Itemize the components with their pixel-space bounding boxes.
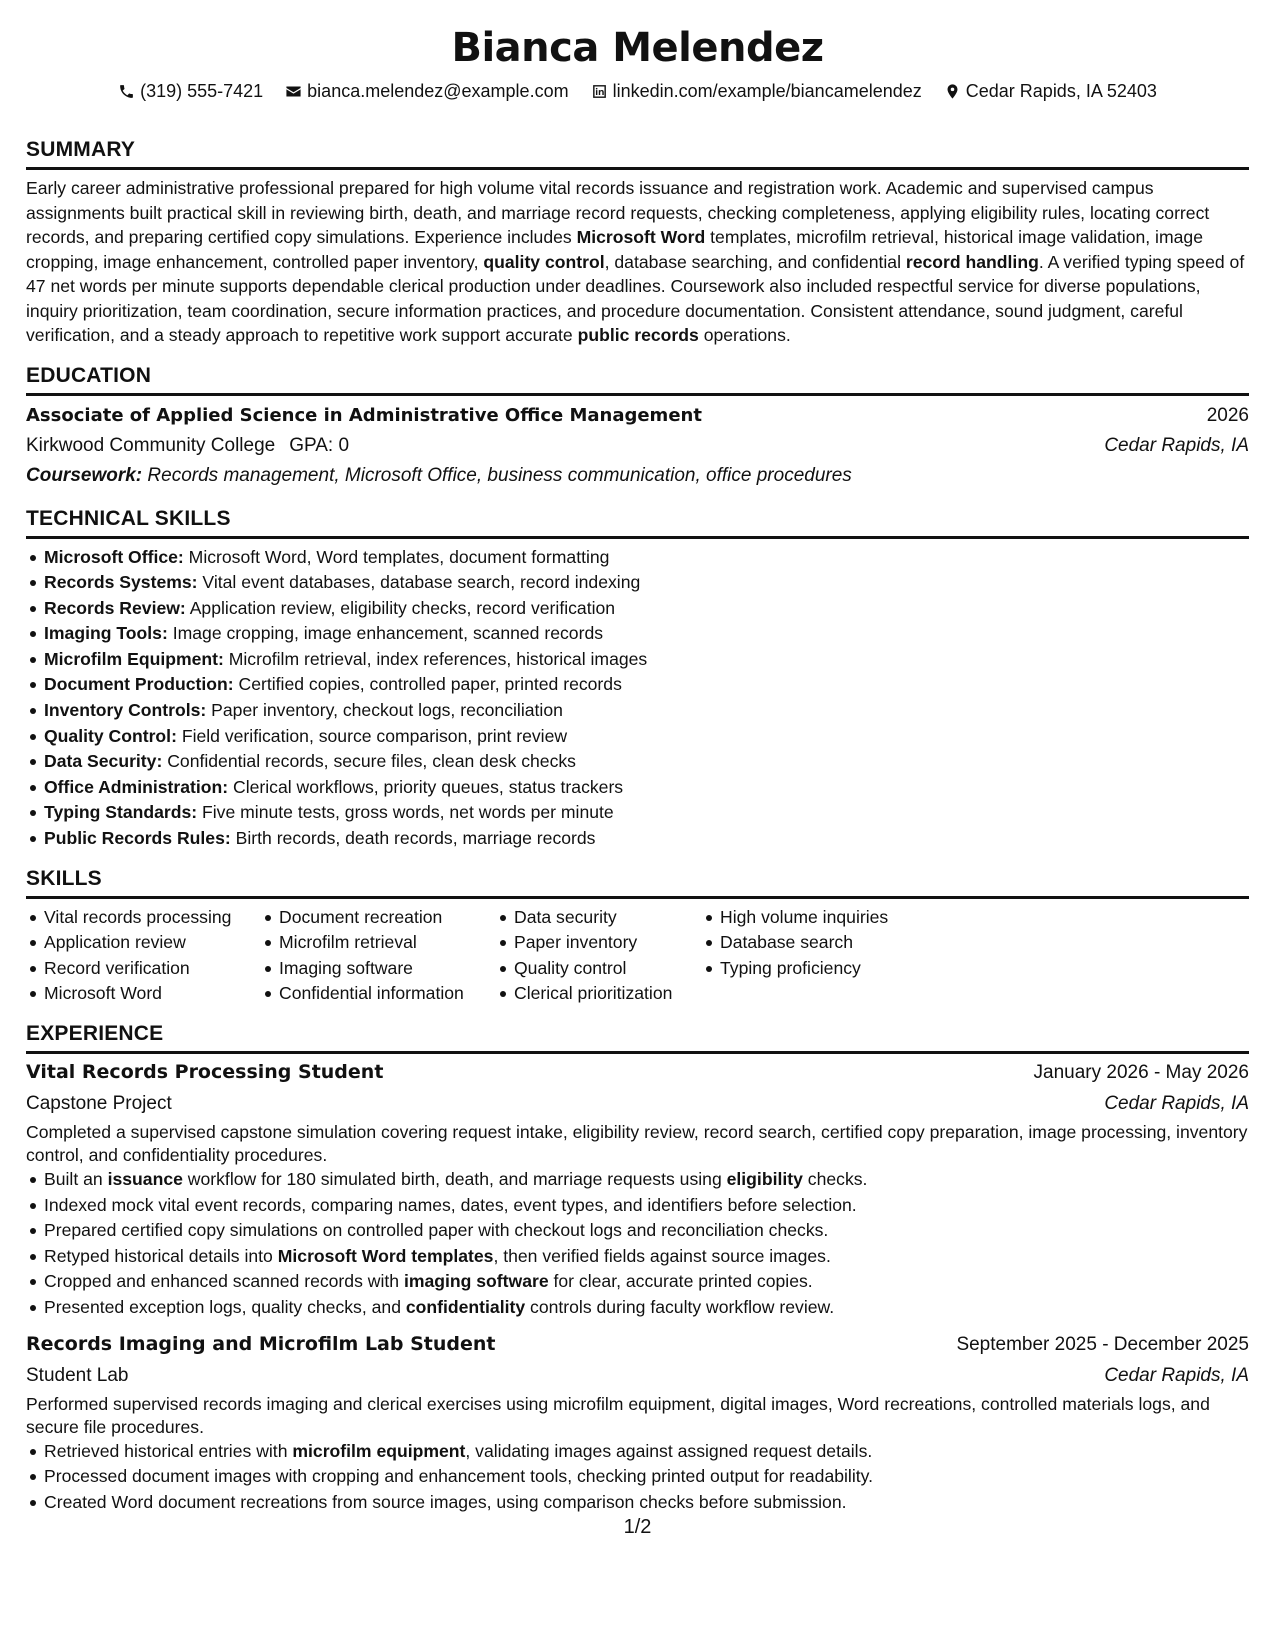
text-run: Created Word document recreations from source images, using comparison checks before submission. (44, 1491, 847, 1512)
skills-section (26, 865, 1249, 1007)
skill-item: Clerical prioritization (496, 981, 702, 1007)
text-run: checks. (802, 1169, 868, 1189)
skill-item: Vital records processing (26, 905, 261, 931)
text-run: Prepared certified copy simulations on controlled paper with checkout logs and reconciliation checks. (44, 1220, 829, 1241)
text-run: Processed document images with cropping and enhancement tools, checking printed output for readability. (44, 1466, 874, 1487)
skill-item: Microsoft Word (26, 981, 261, 1007)
technical-skill-label: Quality Control: (44, 725, 177, 746)
bold-phrase: microfilm equipment (292, 1440, 466, 1461)
skills-column (702, 905, 942, 1007)
technical-skills-section (26, 505, 1249, 852)
technical-skill-label: Microfilm Equipment: (44, 648, 224, 669)
bold-phrase: Microsoft Word (576, 227, 706, 247)
text-run: Early career administrative professional prepared for high volume vital records issuance and registration work. Academic and supervised campus assignments built practical skill in reviewing birth, death, and marriage record requests, checking completeness, applying eligibility rules, locating correct records, and preparing certified copy simulations. Experience includes (26, 178, 1210, 247)
technical-skill-item (26, 724, 1249, 750)
text-run: Cropped and enhanced scanned records with (44, 1271, 404, 1292)
bold-phrase: quality control (483, 251, 605, 272)
job-organization: Capstone Project (26, 1093, 172, 1114)
technical-skill-text: Five minute tests, gross words, net words per minute (197, 802, 614, 823)
job-bullet (26, 1269, 1249, 1295)
phone-icon (118, 83, 135, 100)
technical-skill-label: Document Production: (44, 674, 234, 695)
bold-phrase: Microsoft Word templates (277, 1245, 494, 1266)
graduation-year: 2026 (1206, 404, 1249, 426)
job-title: Records Imaging and Microfilm Lab Student (26, 1332, 496, 1355)
page-number: 1/2 (623, 1516, 652, 1538)
school-line (26, 431, 349, 461)
experience-heading: EXPERIENCE (26, 1020, 1249, 1054)
job-bullet (26, 1295, 1249, 1321)
skills-column (496, 905, 702, 1007)
text-run: Built an (44, 1169, 108, 1189)
job-bullet (26, 1193, 1249, 1219)
gpa: GPA: 0 (289, 434, 350, 456)
job-organization: Student Lab (26, 1364, 129, 1386)
skill-item: Paper inventory (496, 930, 702, 956)
text-run: controls during faculty workflow review. (525, 1296, 835, 1317)
skills-grid (26, 905, 1249, 1007)
contact-phone (118, 78, 263, 104)
text-run: , validating images against assigned request details. (465, 1440, 873, 1461)
job-bullet (26, 1218, 1249, 1244)
text-run: for clear, accurate printed copies. (548, 1271, 813, 1292)
technical-skill-item (26, 749, 1249, 775)
bold-phrase: eligibility (726, 1169, 803, 1189)
education-heading: EDUCATION (26, 362, 1249, 396)
skills-heading: SKILLS (26, 865, 1249, 899)
job-description: Performed supervised records imaging and clerical exercises using microfilm equipment, digital images, Word recreations, controlled materials logs, and secure file procedures. (26, 1393, 1210, 1437)
summary-text (26, 176, 1249, 348)
text-run: , database searching, and confidential (604, 251, 906, 272)
skill-item: Record verification (26, 956, 261, 982)
bold-phrase: confidentiality (405, 1296, 526, 1317)
technical-skill-item (26, 570, 1249, 596)
text-run: . A verified typing speed of 47 net words per minute supports dependable clerical production under deadlines. Coursework also included respectful service for diverse populations, inquiry prioritization, team coordination, secure information practices, and procedure documentation. Consistent attendance, sound judgment, careful verification, and a steady approach to repetitive work support accurate (26, 251, 1245, 345)
summary-heading: SUMMARY (26, 136, 1249, 170)
skills-column (261, 905, 496, 1007)
job-title: Vital Records Processing Student (26, 1061, 384, 1083)
job-bullet (26, 1490, 1249, 1516)
technical-skill-label: Records Review: (44, 597, 186, 618)
skill-item: Document recreation (261, 905, 496, 931)
technical-skill-text: Vital event databases, database search, record indexing (197, 572, 641, 593)
skill-item: Data security (496, 905, 702, 931)
technical-skill-text: Image cropping, image enhancement, scanned records (167, 623, 604, 644)
envelope-icon (285, 83, 302, 100)
school-location: Cedar Rapids, IA (1104, 434, 1249, 456)
technical-skill-item (26, 826, 1249, 852)
job-location: Cedar Rapids, IA (1104, 1093, 1249, 1114)
bold-phrase: public records (577, 325, 699, 345)
technical-skill-item (26, 775, 1249, 801)
text-run: Presented exception logs, quality checks, and (44, 1296, 406, 1317)
text-run: Retyped historical details into (44, 1245, 278, 1266)
technical-skill-label: Inventory Controls: (44, 700, 207, 721)
bold-phrase: record handling (905, 251, 1039, 272)
technical-skill-label: Microsoft Office: (44, 546, 184, 567)
technical-skill-label: Records Systems: (44, 572, 198, 593)
text-run: Indexed mock vital event records, comparing names, dates, event types, and identifiers before selection. (44, 1194, 857, 1215)
technical-skill-text: Microsoft Word, Word templates, document formatting (183, 546, 610, 567)
skill-item: Microfilm retrieval (261, 930, 496, 956)
job-bullets (26, 1439, 1249, 1516)
text-run: workflow for 180 simulated birth, death, and marriage requests using (182, 1169, 727, 1189)
text-run: , then verified fields against source images. (493, 1245, 831, 1266)
text-run: operations. (698, 325, 791, 345)
technical-skill-label: Office Administration: (44, 776, 229, 797)
job-bullets (26, 1167, 1249, 1321)
experience-list (26, 1057, 1249, 1515)
technical-skills-heading: TECHNICAL SKILLS (26, 505, 1249, 539)
job-bullet (26, 1167, 1249, 1193)
job-dates: September 2025 - December 2025 (956, 1333, 1249, 1355)
skill-item: High volume inquiries (702, 905, 942, 931)
technical-skill-text: Birth records, death records, marriage records (230, 828, 596, 849)
contact-phone-text: (319) 555-7421 (140, 81, 264, 101)
job-entry (26, 1329, 1249, 1516)
coursework-text: Records management, Microsoft Office, business communication, office procedures (142, 464, 852, 486)
technical-skill-label: Data Security: (44, 751, 163, 772)
technical-skill-text: Field verification, source comparison, print review (176, 725, 568, 746)
skill-item: Confidential information (261, 981, 496, 1007)
candidate-name: Bianca Melendez (451, 25, 824, 71)
technical-skill-text: Microfilm retrieval, index references, historical images (223, 648, 648, 669)
skills-column (26, 905, 261, 1007)
contact-email-text[interactable]: bianca.melendez@example.com (307, 81, 569, 101)
location-pin-icon (944, 83, 961, 100)
technical-skill-text: Application review, eligibility checks, record verification (185, 597, 616, 618)
contact-email[interactable] (285, 78, 568, 104)
technical-skill-item (26, 621, 1249, 647)
skill-item: Typing proficiency (702, 956, 942, 982)
degree-title: Associate of Applied Science in Administrative Office Management (26, 404, 702, 426)
coursework (26, 461, 1249, 491)
resume-page (26, 0, 1249, 1650)
technical-skill-item (26, 800, 1249, 826)
skill-item: Database search (702, 930, 942, 956)
contact-linkedin[interactable] (591, 78, 922, 104)
technical-skill-text: Paper inventory, checkout logs, reconciliation (206, 700, 563, 721)
bold-phrase: issuance (107, 1169, 183, 1189)
text-run: Retrieved historical entries with (44, 1440, 293, 1461)
job-dates: January 2026 - May 2026 (1033, 1062, 1249, 1083)
school-name: Kirkwood Community College (26, 434, 276, 456)
technical-skill-text: Certified copies, controlled paper, printed records (233, 674, 622, 695)
technical-skill-text: Confidential records, secure files, clean desk checks (162, 751, 576, 772)
skill-item: Application review (26, 930, 261, 956)
technical-skill-item (26, 596, 1249, 622)
job-description: Completed a supervised capstone simulation covering request intake, eligibility review, record search, certified copy preparation, image processing, inventory control, and confidentiality procedures. (26, 1122, 1248, 1165)
coursework-label: Coursework: (26, 464, 143, 486)
job-bullet (26, 1244, 1249, 1270)
job-bullet (26, 1464, 1249, 1490)
technical-skill-item (26, 672, 1249, 698)
contact-location-text: Cedar Rapids, IA 52403 (965, 81, 1157, 101)
linkedin-icon (591, 83, 608, 100)
text-run: templates, microfilm retrieval, historical image validation, image cropping, image enhancement, controlled paper inventory, (26, 227, 1203, 272)
technical-skills-list (26, 545, 1249, 852)
education-entry (26, 401, 1249, 491)
contact-bar (26, 78, 1249, 104)
bold-phrase: imaging software (403, 1271, 549, 1292)
summary-section (26, 136, 1249, 348)
job-bullet (26, 1439, 1249, 1465)
job-entry (26, 1057, 1249, 1321)
education-section (26, 362, 1249, 491)
technical-skill-item (26, 545, 1249, 571)
technical-skill-text: Clerical workflows, priority queues, status trackers (228, 776, 624, 797)
technical-skill-label: Public Records Rules: (44, 828, 231, 849)
technical-skill-label: Imaging Tools: (44, 623, 168, 644)
skill-item: Imaging software (261, 956, 496, 982)
contact-location (944, 78, 1157, 104)
skill-item: Quality control (496, 956, 702, 982)
job-location: Cedar Rapids, IA (1104, 1364, 1249, 1386)
contact-linkedin-text[interactable]: linkedin.com/example/biancamelendez (612, 81, 922, 101)
technical-skill-item (26, 647, 1249, 673)
technical-skill-item (26, 698, 1249, 724)
experience-section (26, 1020, 1249, 1515)
technical-skill-label: Typing Standards: (44, 802, 198, 823)
